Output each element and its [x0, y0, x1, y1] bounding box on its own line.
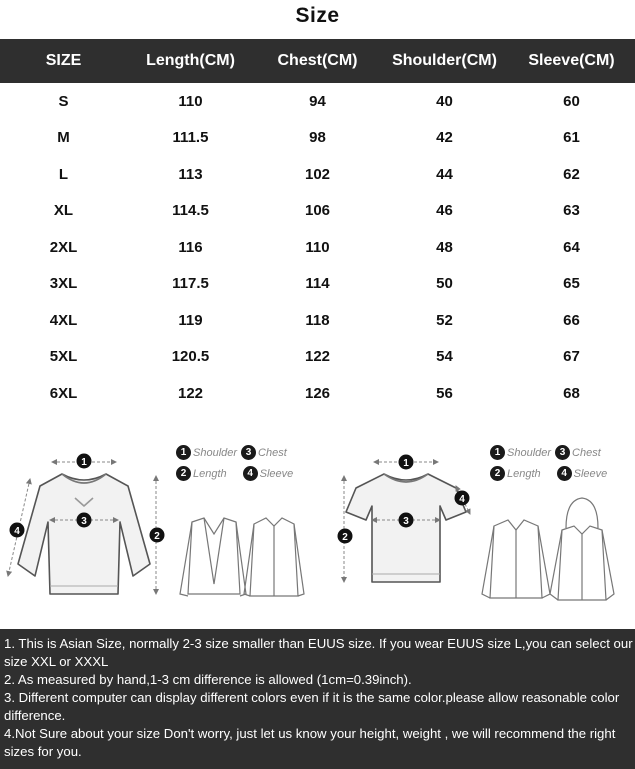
- legend-chest: Chest: [258, 446, 287, 459]
- sweater-marker-chest: [77, 513, 92, 528]
- cell-shoulder: 56: [436, 384, 453, 402]
- cell-chest: 110: [305, 238, 330, 256]
- tshirt-marker-chest: [399, 513, 414, 528]
- legend-sleeve: Sleeve: [573, 467, 608, 480]
- cell-shoulder: 54: [436, 348, 453, 366]
- cell-size: M: [57, 129, 70, 147]
- jacket-icon: [244, 518, 304, 596]
- cell-chest: 94: [309, 92, 326, 110]
- cell-sleeve: 63: [563, 202, 580, 220]
- table-row: [0, 193, 635, 230]
- table-header-row: [0, 39, 635, 83]
- cell-length: 114.5: [172, 202, 209, 220]
- legend-length: Length: [507, 467, 541, 480]
- cell-sleeve: 64: [563, 238, 580, 256]
- legend-left: [176, 442, 297, 484]
- sweater-marker-sleeve: [10, 523, 25, 538]
- cell-sleeve: 67: [563, 348, 580, 366]
- cell-size: 4XL: [49, 311, 78, 329]
- cell-shoulder: 46: [436, 202, 453, 220]
- cell-length: 122: [177, 384, 204, 402]
- cell-shoulder: 44: [436, 165, 453, 183]
- legend-length: Length: [193, 467, 227, 480]
- cell-length: 110: [178, 92, 203, 110]
- cell-size: 2XL: [49, 238, 78, 256]
- sweater-marker-length: [150, 528, 165, 543]
- svg-text:2: 2: [154, 531, 160, 542]
- svg-text:3: 3: [403, 516, 409, 527]
- measurement-diagrams: [0, 434, 635, 614]
- hoodie-icon: [550, 498, 614, 600]
- table-row: [0, 339, 635, 376]
- legend-sleeve: Sleeve: [259, 467, 294, 480]
- cell-sleeve: 66: [563, 311, 580, 329]
- legend-number-icon: 1: [490, 445, 505, 460]
- legend-shoulder: Shoulder: [507, 446, 552, 459]
- legend-number-icon: 4: [243, 466, 258, 481]
- cell-sleeve: 61: [563, 129, 580, 147]
- cell-sleeve: 62: [563, 165, 580, 183]
- cell-sleeve: 60: [563, 92, 580, 110]
- note-3: 3. Different computer can display different colors even if it is the same color.please allow reasonable color difference.: [4, 690, 620, 723]
- tshirt-marker-sleeve: [455, 491, 470, 506]
- cell-length: 113: [178, 165, 203, 183]
- cell-chest: 118: [305, 311, 330, 329]
- svg-text:4: 4: [14, 526, 20, 537]
- table-row: [0, 375, 635, 412]
- cell-length: 117.5: [172, 275, 209, 293]
- cell-shoulder: 48: [436, 238, 453, 256]
- cell-size: 6XL: [49, 384, 78, 402]
- header-length: Length(CM): [127, 39, 254, 83]
- note-1: 1. This is Asian Size, normally 2-3 size smaller than EUUS size. If you wear EUUS size L,you can select our size XXL or XXXL: [4, 636, 633, 669]
- blazer-icon: [180, 518, 246, 596]
- header-shoulder: Shoulder(CM): [381, 39, 508, 83]
- tshirt-marker-length: [338, 529, 353, 544]
- table-row: [0, 229, 635, 266]
- cell-length: 111.5: [172, 129, 209, 147]
- cell-chest: 122: [304, 348, 331, 366]
- note-4: 4.Not Sure about your size Don't worry, just let us know your height, weight , we will recommend the right sizes for you.: [4, 726, 616, 759]
- legend-number-icon: 3: [241, 445, 256, 460]
- legend-number-icon: 3: [555, 445, 570, 460]
- header-chest: Chest(CM): [254, 39, 381, 83]
- svg-text:2: 2: [342, 532, 348, 543]
- svg-text:1: 1: [403, 458, 409, 469]
- cell-size: 5XL: [49, 348, 78, 366]
- svg-text:4: 4: [459, 494, 465, 505]
- legend-chest: Chest: [572, 446, 601, 459]
- long-sleeve-sweater-icon: [18, 474, 150, 594]
- table-row: [0, 120, 635, 157]
- page-title: Size: [295, 4, 340, 27]
- cell-chest: 98: [309, 129, 326, 147]
- table-row: [0, 302, 635, 339]
- header-sleeve: Sleeve(CM): [508, 39, 635, 83]
- cell-sleeve: 65: [563, 275, 580, 293]
- tshirt-icon: [346, 474, 466, 582]
- tshirt-marker-shoulder: [399, 455, 414, 470]
- size-table: [0, 39, 635, 412]
- legend-number-icon: 2: [490, 466, 505, 481]
- cell-size: 3XL: [49, 275, 78, 293]
- legend-number-icon: 4: [557, 466, 572, 481]
- cell-shoulder: 52: [436, 311, 453, 329]
- table-row: [0, 266, 635, 303]
- table-row: [0, 156, 635, 193]
- cell-size: S: [58, 92, 69, 110]
- cell-length: 119: [178, 311, 203, 329]
- legend-right: [490, 442, 611, 484]
- cell-length: 116: [178, 238, 203, 256]
- svg-text:3: 3: [81, 516, 87, 527]
- svg-text:1: 1: [81, 457, 87, 468]
- notes-panel: [0, 629, 635, 769]
- cell-length: 120.5: [171, 348, 210, 366]
- cell-shoulder: 40: [436, 92, 453, 110]
- header-size: SIZE: [0, 39, 127, 83]
- cell-size: XL: [53, 202, 74, 220]
- legend-number-icon: 2: [176, 466, 191, 481]
- cell-shoulder: 50: [436, 275, 453, 293]
- legend-shoulder: Shoulder: [193, 446, 238, 459]
- shirt-icon: [482, 520, 550, 598]
- cell-sleeve: 68: [563, 384, 580, 402]
- table-row: [0, 83, 635, 120]
- note-2: 2. As measured by hand,1-3 cm difference is allowed (1cm=0.39inch).: [4, 672, 412, 687]
- legend-number-icon: 1: [176, 445, 191, 460]
- cell-chest: 102: [304, 165, 331, 183]
- cell-chest: 114: [305, 275, 330, 293]
- cell-chest: 126: [304, 384, 331, 402]
- cell-chest: 106: [304, 202, 331, 220]
- cell-size: L: [58, 165, 69, 183]
- sweater-marker-shoulder: [77, 454, 92, 469]
- cell-shoulder: 42: [436, 129, 453, 147]
